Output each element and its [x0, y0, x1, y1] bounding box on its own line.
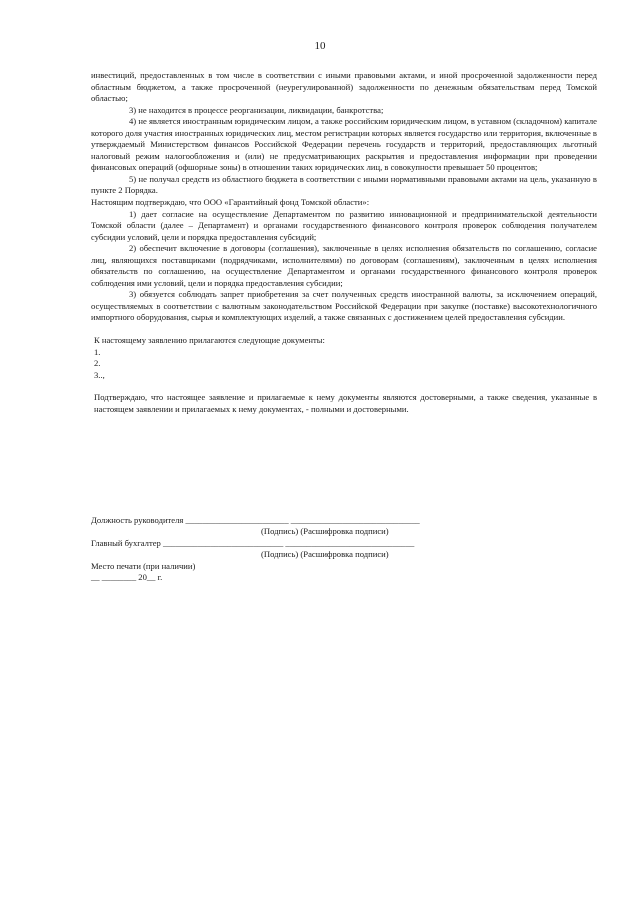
paragraph: 3) не находится в процессе реорганизации, ликвидации, банкротства; [129, 104, 384, 115]
document-body [91, 70, 597, 415]
accountant-signature-line: Главный бухгалтер ____________________________ ______________________________ [91, 537, 415, 548]
head-signature-line: Должность руководителя ________________________ ______________________________ [91, 515, 420, 525]
paragraph: 4) не является иностранным юридическим лицом, а также российским юридическим лицом, в уставном (складочном) капитале которого доля участия иностранных юридических лиц, местом регистрации которых является государство или территория, включенные в утверждаемый Министерством финансов Российской Федерации перечень государств и территорий, предоставляющих льготный налоговый режим налогообложения и (или) не предусматривающих раскрытия и предоставления информации при проведении финансовых операций (офшорные зоны) в отношении таких юридических лиц, в совокупности превышает 50 процентов; [91, 116, 597, 173]
attachment-item: 1. [94, 346, 101, 357]
head-signature-caption: (Подпись) (Расшифровка подписи) [261, 526, 389, 537]
paragraph: Настоящим подтверждаю, что ООО «Гарантийный фонд Томской области»: [91, 197, 370, 208]
signature-block [91, 515, 597, 583]
page-number: 10 [314, 40, 326, 52]
stamp-place: Место печати (при наличии) [91, 560, 196, 571]
paragraph: 1) дает согласие на осуществление Департаментом по развитию инновационной и предпринимательской деятельности Томской области (далее – Департамент) и органами государственного финансового контроля проверок соблюдения получателем субсидии условий, цели и порядка предоставления субсидий; [91, 208, 597, 242]
paragraph: 2) обеспечит включение в договоры (соглашения), заключенные в целях исполнения обязательств по соглашению, согласие лиц, являющихся поставщиками (подрядчиками, исполнителями) по договорам (соглашениям), заключенным в целях исполнения обязательств по соглашению, на осуществление Департаментом и органами государственного финансового контроля проверок соблюдения ими условий, цели и порядка предоставления субсидии; [91, 243, 597, 288]
date-line: __ ________ 20__ г. [91, 572, 163, 583]
confirmation-text: Подтверждаю, что настоящее заявление и прилагаемые к нему документы являются достоверными, а также сведения, указанные в настоящем заявлении и прилагаемых к нему документах, - полными и достоверными. [94, 392, 597, 414]
paragraph: инвестиций, предоставленных в том числе в соответствии с иными правовыми актами, и иной просроченной задолженности перед областным бюджетом, а также просроченной (неурегулированной) задолженности по денежным обязательствам перед Томской областью; [91, 70, 597, 104]
attachment-item: 2. [94, 358, 101, 369]
attachments-intro: К настоящему заявлению прилагаются следующие документы: [94, 335, 325, 346]
accountant-signature-caption: (Подпись) (Расшифровка подписи) [261, 549, 389, 560]
paragraph: 3) обязуется соблюдать запрет приобретения за счет полученных средств иностранной валюты, за исключением операций, осуществляемых в соответствии с валютным законодательством Российской Федерации при закупке (поставке) высокотехнологичного импортного оборудования, сырья и комплектующих изделий, а также связанных с достижением целей предоставления субсидии. [91, 289, 597, 323]
attachment-item: 3.., [94, 369, 105, 380]
paragraph: 5) не получал средств из областного бюджета в соответствии с иными нормативными правовыми актами на цель, указанную в пункте 2 Порядка. [91, 173, 597, 196]
